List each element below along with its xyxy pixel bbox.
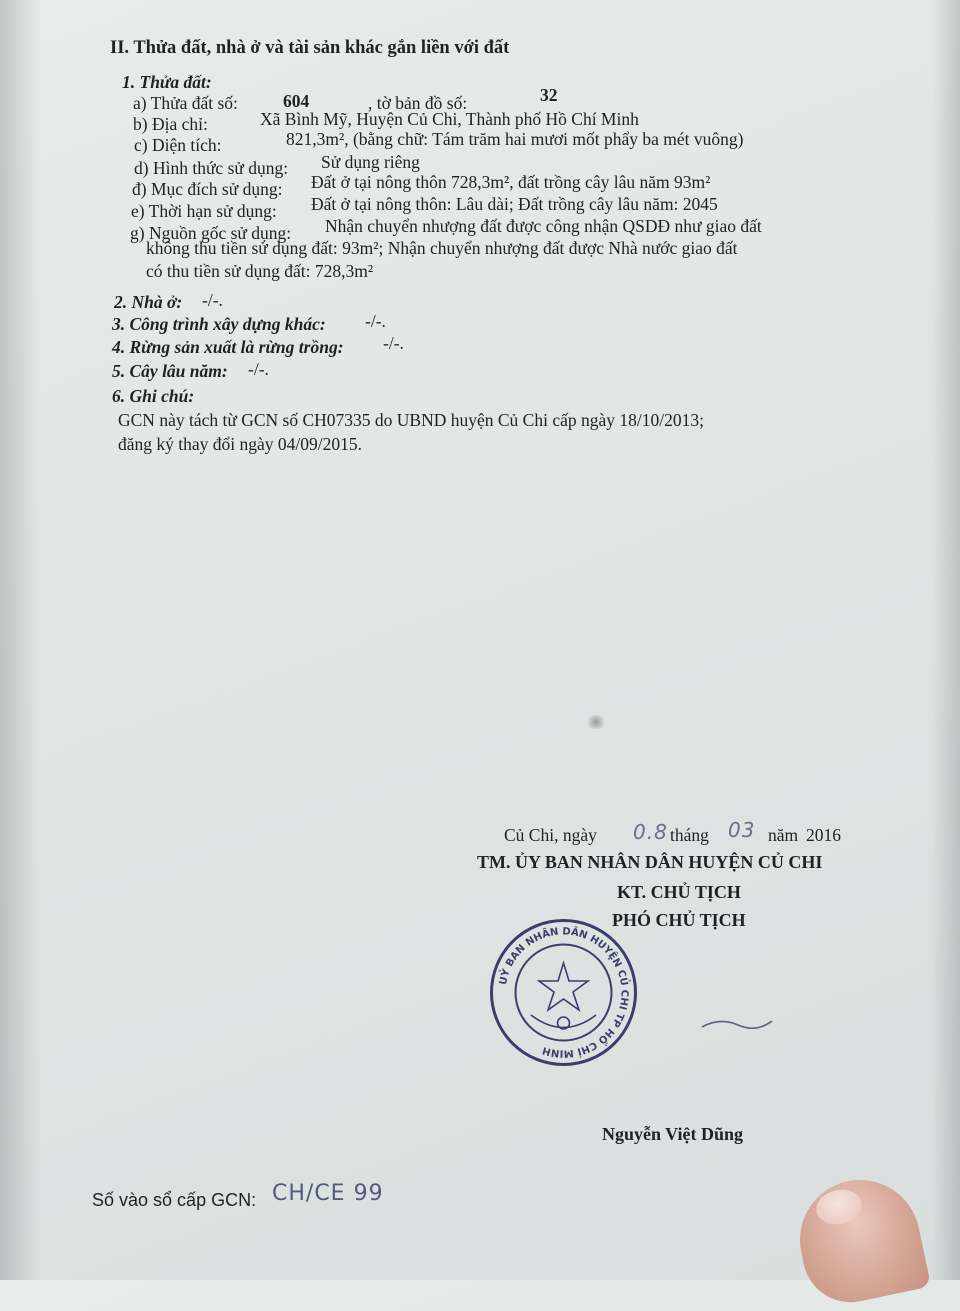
origin-value-line-3: có thu tiền sử dụng đất: 728,3m²	[146, 261, 374, 281]
svg-text:UỶ BAN NHÂN DÂN HUYỆN CỦ CHI T: UỶ BAN NHÂN DÂN HUYỆN CỦ CHI TP HỒ CHÍ MINH	[497, 926, 630, 1059]
date-year-label: năm	[768, 825, 799, 845]
paper-speck	[585, 715, 607, 729]
date-month-label: tháng	[670, 825, 709, 845]
fingertip	[789, 1169, 931, 1311]
official-seal	[486, 915, 641, 1070]
origin-label: g) Nguồn gốc sử dụng:	[130, 223, 292, 243]
house-value: -/-.	[202, 290, 223, 310]
signer-role: PHÓ CHỦ TỊCH	[612, 910, 746, 930]
address-label: b) Địa chỉ:	[133, 114, 208, 134]
signature-scribble	[700, 1005, 780, 1045]
paper-edge-shadow	[0, 0, 40, 1280]
perennial-label: 5. Cây lâu năm:	[112, 361, 228, 381]
parcel-number-label: a) Thửa đất số:	[133, 93, 238, 113]
usage-purpose-label: đ) Mục đích sử dụng:	[132, 179, 283, 199]
address-value: Xã Bình Mỹ, Huyện Củ Chi, Thành phố Hồ Chí Minh	[260, 109, 639, 129]
parcel-number-value: 604	[283, 91, 310, 111]
construction-label: 3. Công trình xây dựng khác:	[112, 314, 326, 334]
section-title: II. Thửa đất, nhà ở và tài sản khác gắn liền với đất	[110, 38, 510, 58]
usage-form-value: Sử dụng riêng	[321, 152, 420, 172]
date-prefix: Củ Chi, ngày	[504, 825, 597, 845]
forest-value: -/-.	[383, 333, 404, 353]
notes-line-1: GCN này tách từ GCN số CH07335 do UBND huyện Củ Chi cấp ngày 18/10/2013;	[118, 410, 704, 430]
signer-name: Nguyễn Việt Dũng	[602, 1124, 744, 1144]
construction-value: -/-.	[365, 311, 386, 331]
map-sheet-label: , tờ bản đồ số:	[368, 93, 468, 113]
map-sheet-value: 32	[540, 85, 558, 105]
paper-edge-shadow-right	[930, 0, 960, 1280]
origin-value-line-1: Nhận chuyển nhượng đất được công nhận QSDĐ như giao đất	[325, 216, 762, 236]
issuing-authority: TM. ỦY BAN NHÂN DÂN HUYỆN CỦ CHI	[477, 852, 823, 872]
date-year: 2016	[806, 825, 841, 845]
forest-label: 4. Rừng sản xuất là rừng trồng:	[112, 337, 344, 357]
notes-line-2: đăng ký thay đổi ngày 04/09/2015.	[118, 434, 363, 454]
date-day-handwritten: 0.8	[633, 820, 668, 844]
usage-term-label: e) Thời hạn sử dụng:	[131, 201, 277, 221]
date-month-handwritten: 03	[728, 818, 756, 842]
usage-form-label: d) Hình thức sử dụng:	[134, 158, 289, 178]
registry-number-handwritten: CH/CE 99	[272, 1181, 384, 1206]
origin-value-line-2: không thu tiền sử dụng đất: 93m²; Nhận chuyển nhượng đất được Nhà nước giao đất	[146, 238, 738, 258]
land-heading: 1. Thửa đất:	[122, 72, 212, 92]
notes-label: 6. Ghi chú:	[112, 386, 195, 406]
usage-purpose-value: Đất ở tại nông thôn 728,3m², đất trồng cây lâu năm 93m²	[311, 172, 711, 192]
area-label: c) Diện tích:	[134, 135, 222, 155]
house-label: 2. Nhà ở:	[114, 292, 183, 312]
usage-term-value: Đất ở tại nông thôn: Lâu dài; Đất trồng cây lâu năm: 2045	[311, 194, 718, 214]
registry-label: Số vào sổ cấp GCN:	[92, 1190, 257, 1210]
perennial-value: -/-.	[248, 359, 269, 379]
signer-title-kt: KT. CHỦ TỊCH	[617, 882, 741, 902]
area-value: 821,3m², (bằng chữ: Tám trăm hai mươi mốt phẩy ba mét vuông)	[286, 129, 744, 149]
